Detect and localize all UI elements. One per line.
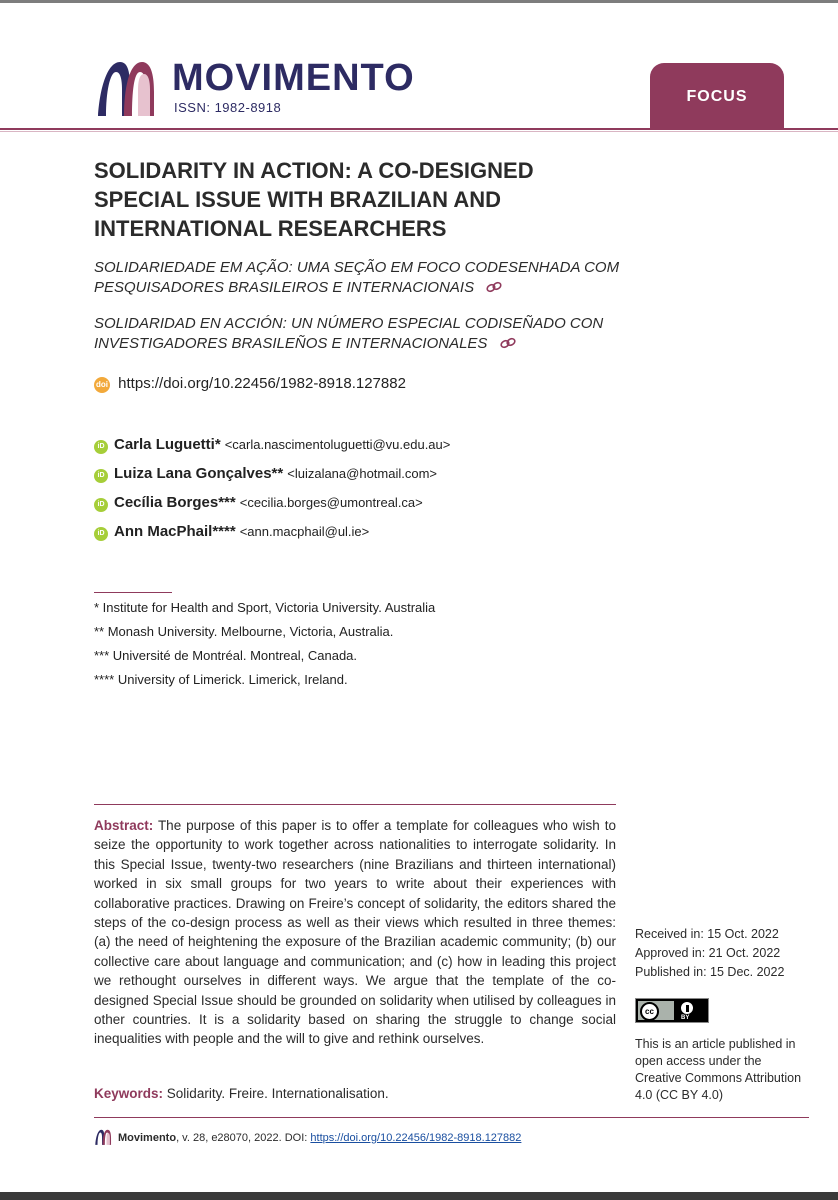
attribution-person-icon <box>680 1001 694 1015</box>
creative-commons-icon: cc <box>640 1002 659 1021</box>
affiliation-item: ** Monash University. Melbourne, Victoria, Australia. <box>94 624 394 639</box>
link-icon[interactable] <box>500 337 516 349</box>
footer-doi-link[interactable]: https://doi.org/10.22456/1982-8918.127882 <box>310 1132 522 1144</box>
abstract-text: The purpose of this paper is to offer a template for colleagues who wish to seize the opportunity to work together across nationalities to interrogate solidarity. In this Special Issue, twenty-two researchers (nine Brazilians and thirteen international) worked in six small groups for two years to write about their experiences with collaborative practices. Drawing on Freire’s concept of solidarity, the editors shared the steps of the co-design process as well as their views which resulted in three themes: (a) the need of heightening the exposure of the Brazilian academic community; (b) our collective care about language and communication; and (c) how in leading this project we rethought ourselves in different ways. We argue that the template of the co-designed Special Issue should be grounded on solidarity when utilised by colleagues in other countries. It is a solidarity based on sharing the struggle to change social inequalities with people and the will to give and rethink ourselves. <box>94 818 616 1047</box>
doi-row <box>94 375 406 393</box>
keywords-label: Keywords: <box>94 1086 164 1101</box>
keywords-text: Solidarity. Freire. Internationalisation. <box>166 1086 389 1101</box>
orcid-icon[interactable]: iD <box>94 498 108 512</box>
footer-divider <box>94 1117 809 1118</box>
cc-by-label: BY <box>681 1015 690 1021</box>
received-date: Received in: 15 Oct. 2022 <box>635 927 779 941</box>
bottom-edge <box>0 1192 838 1200</box>
author-email[interactable]: <luizalana@hotmail.com> <box>287 466 438 481</box>
affiliation-divider <box>94 592 172 593</box>
cc-by-license-badge[interactable] <box>635 998 709 1023</box>
author-email[interactable]: <carla.nascimentoluguetti@vu.edu.au> <box>224 437 451 452</box>
author-row <box>94 523 654 552</box>
article-title-spanish <box>94 314 634 354</box>
movimento-logo-icon <box>94 56 164 120</box>
author-row <box>94 494 654 523</box>
author-email[interactable]: <ann.macphail@ul.ie> <box>239 524 370 539</box>
doi-link[interactable]: https://doi.org/10.22456/1982-8918.127882 <box>118 375 406 392</box>
author-list <box>94 436 654 552</box>
footer-citation <box>94 1128 521 1146</box>
publication-dates <box>635 925 784 982</box>
affiliation-item: *** Université de Montréal. Montreal, Canada. <box>94 648 358 663</box>
orcid-icon[interactable]: iD <box>94 469 108 483</box>
header-divider-light <box>0 131 838 132</box>
article-title-portuguese <box>94 258 634 298</box>
header-divider <box>0 128 838 130</box>
keywords <box>94 1086 616 1101</box>
orcid-icon[interactable]: iD <box>94 440 108 454</box>
article-title-portuguese-text: SOLIDARIEDADE EM AÇÃO: UMA SEÇÃO EM FOCO CODESENHADA COM PESQUISADORES BRASILEIROS E INTERNACIONAIS <box>94 259 620 296</box>
orcid-icon[interactable]: iD <box>94 527 108 541</box>
article-title-spanish-text: SOLIDARIDAD EN ACCIÓN: UN NÚMERO ESPECIAL CODISEÑADO CON INVESTIGADORES BRASILEÑOS E INTERNACIONALES <box>94 315 604 352</box>
abstract-label: Abstract: <box>94 818 154 833</box>
top-edge <box>0 0 838 3</box>
affiliation-list <box>94 600 594 696</box>
journal-name: MOVIMENTO <box>172 57 415 99</box>
doi-icon: doi <box>94 377 110 393</box>
movimento-small-logo-icon <box>94 1128 114 1146</box>
link-icon[interactable] <box>486 281 502 293</box>
author-name: Ann MacPhail**** <box>114 523 236 540</box>
author-row <box>94 465 654 494</box>
journal-issn: ISSN: 1982-8918 <box>174 100 282 115</box>
affiliation-item: **** University of Limerick. Limerick, Ireland. <box>94 672 348 687</box>
affiliation-item: * Institute for Health and Sport, Victoria University. Australia <box>94 600 436 615</box>
author-name: Carla Luguetti* <box>114 436 221 453</box>
abstract-divider <box>94 804 616 805</box>
article-title: SOLIDARITY IN ACTION: A CO-DESIGNED SPECIAL ISSUE WITH BRAZILIAN AND INTERNATIONAL RESEARCHERS <box>94 158 534 241</box>
license-text: This is an article published in open access under the Creative Commons Attribution 4.0 (CC BY 4.0) <box>635 1037 802 1102</box>
footer-citation-text: , v. 28, e28070, 2022. DOI: <box>176 1132 311 1144</box>
footer-journal-name: Movimento <box>118 1132 177 1144</box>
abstract <box>94 816 616 1049</box>
approved-date: Approved in: 21 Oct. 2022 <box>635 946 781 960</box>
section-tab-focus: FOCUS <box>650 63 784 130</box>
author-email[interactable]: <cecilia.borges@umontreal.ca> <box>239 495 423 510</box>
author-name: Cecília Borges*** <box>114 494 236 511</box>
author-name: Luiza Lana Gonçalves** <box>114 465 284 482</box>
published-date: Published in: 15 Dec. 2022 <box>635 965 785 979</box>
author-row <box>94 436 654 465</box>
